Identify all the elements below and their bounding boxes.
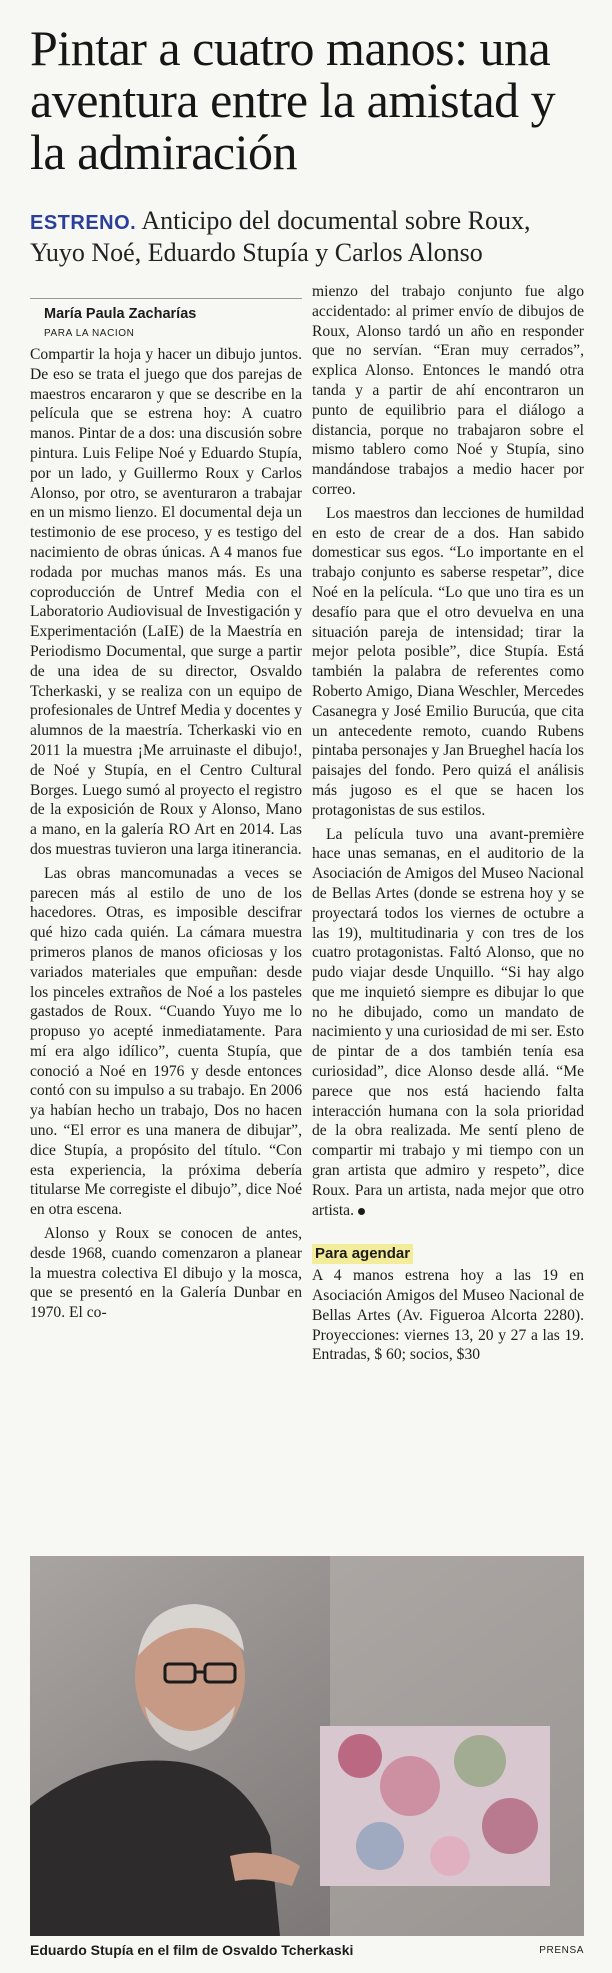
paragraph: Alonso y Roux se conocen de antes, desde 1968, cuando comenzaron a planear la muestra colectiva El dibujo y la mosca, que se presentó en la Galería Dunbar en 1970. El co-	[30, 1225, 302, 1322]
deck	[30, 206, 590, 268]
section-tag: ESTRENO.	[30, 212, 137, 234]
paragraph: Compartir la hoja y hacer un dibujo juntos. De eso se trata el juego que dos parejas de maestros encararon y que se describe en la película que se estrena hoy: A cuatro manos. Pintar de a dos: una discusión sobre pintura. Luis Felipe Noé y Eduardo Stupía, por un lado, y Guillermo Roux y Carlos Alonso, por otro, se aventuraron a trabajar en un mismo lienzo. El documental deja un testimonio de ese proceso, y es testigo del nacimiento de obras únicas. A 4 manos fue rodada por muchas manos más. Es una coproducción de Untref Media con el Laboratorio Audiovisual de Investigación y Experimentación (LaIE) de la Maestría en Periodismo Documental, que surge a partir de una idea de su director, Osvaldo Tcherkaski, y se realiza con un equipo de profesionales de Untref Media y docentes y alumnos de la maestría. Tcherkaski vio en 2011 la muestra ¡Me arruinaste el dibujo!, de Noé y Stupía, en el Centro Cultural Borges. Luego sumó al proyecto el registro de la exposición de Roux y Alonso, Mano a mano, en la galería RO Art en 2014. Las dos muestras tuvieron una larga itinerancia.	[30, 346, 302, 858]
paragraph: mienzo del trabajo conjunto fue algo accidentado: al primer envío de dibujos de Roux, Alonso tardó un año en responder que no servían. “Eran muy cerrados”, explica Alonso. Entonces le mandó otra tanda y a partir de ahí encontraron un punto de equilibrio para el diálogo a distancia, porque no trabajaron sobre el mismo tablero como Noé y Stupía, sino mandándose trabajos a medio hacer por correo.	[312, 283, 584, 498]
photo-illustration	[30, 1556, 584, 1936]
left-column	[30, 296, 302, 1327]
headline: Pintar a cuatro manos: una aventura entre la amistad y la admiración	[30, 20, 556, 180]
agenda-box	[312, 1224, 584, 1365]
deck-text: Anticipo del documental sobre Roux, Yuyo Noé, Eduardo Stupía y Carlos Alonso	[30, 206, 531, 267]
end-of-article-icon	[358, 1208, 365, 1215]
painting-canvas	[320, 1726, 550, 1886]
agenda-title: Para agendar	[312, 1244, 413, 1264]
paragraph: Los maestros dan lecciones de humildad en esto de crear de a dos. Han sabido domesticar sus egos. “Lo importante en el trabajo conjunto es saberse respetar”, dice Noé en la película. “Lo que uno tira es un desafío para que el otro devuelva en una situación pareja de intensidad; tirar la mejor pelota posible”, dice Stupía. Está también la palabra de referentes como Roberto Amigo, Diana Weschler, Mercedes Casanegra y José Emilio Burucúa, que cita un antecedente remoto, cuando Rubens pintaba personajes y Jan Brueghel hacía los paisajes del fondo. Pero quizá el análisis más jugoso es el que se hacen los protagonistas de sus estilos.	[312, 504, 584, 819]
agenda-text: A 4 manos estrena hoy a las 19 en Asociación Amigos del Museo Nacional de Bellas Artes (Av. Figueroa Alcorta 2280). Proyecciones: viernes 13, 20 y 27 a las 19. Entradas, $ 60; socios, $30	[312, 1267, 584, 1364]
article-photo	[30, 1556, 584, 1936]
photo-caption	[30, 1942, 584, 1964]
paragraph	[312, 825, 584, 1221]
byline-rule	[30, 298, 302, 299]
paragraph-text: La película tuvo una avant-première hace unas semanas, en el auditorio de la Asociación de Amigos del Museo Nacional de Bellas Artes (donde se estrena hoy y se proyectará todos los viernes de octubre a las 19), multitudinaria y con tres de los cuatro protagonistas. Faltó Alonso, que no pudo viajar desde Unquillo. “Si hay algo que me inquietó siempre es dibujar lo que no he dibujado, como un mandato de nacimiento y una curiosidad de mi ser. Esto de pintar de a dos también tenía esa curiosidad”, dice Alonso desde allá. “Me parece que nos está haciendo falta interacción humana con la sola prioridad de la obra realizada. Me sentí pleno de compartir mi trabajo y mi tiempo con un gran artista que admiro y respeto”, dice Roux. Para un artista, nada mejor que otro artista.	[312, 825, 584, 1219]
byline-organization: PARA LA NACION	[44, 328, 135, 339]
photo-credit: PRENSA	[539, 1945, 584, 1956]
paragraph: Las obras mancomunadas a veces se parecen más al estilo de uno de los hacedores. Otras, es imposible descifrar qué hizo cada quién. La cámara muestra primeros planos de manos oficiosas y los variados materiales que empuñan: desde los pinceles extraños de Noé a los pasteles gastados de Roux. “Cuando Yuyo me lo propuso yo acepté inmediatamente. Para mí era algo idílico”, cuenta Stupía, que conoció a Noé en 1976 y desde entonces contó con su impulso a su trabajo. En 2006 ya habían hecho un trabajo, Dos no hacen uno. “El error es una manera de dibujar”, dice Stupía, a propósito del título. “Con esta experiencia, la próxima debería titularse Me corregiste el dibujo”, dice Noé en otra escena.	[30, 864, 302, 1219]
right-column	[312, 282, 584, 1369]
byline-author: María Paula Zacharías	[44, 306, 197, 322]
caption-text: Eduardo Stupía en el film de Osvaldo Tcherkaski	[30, 1942, 354, 1958]
